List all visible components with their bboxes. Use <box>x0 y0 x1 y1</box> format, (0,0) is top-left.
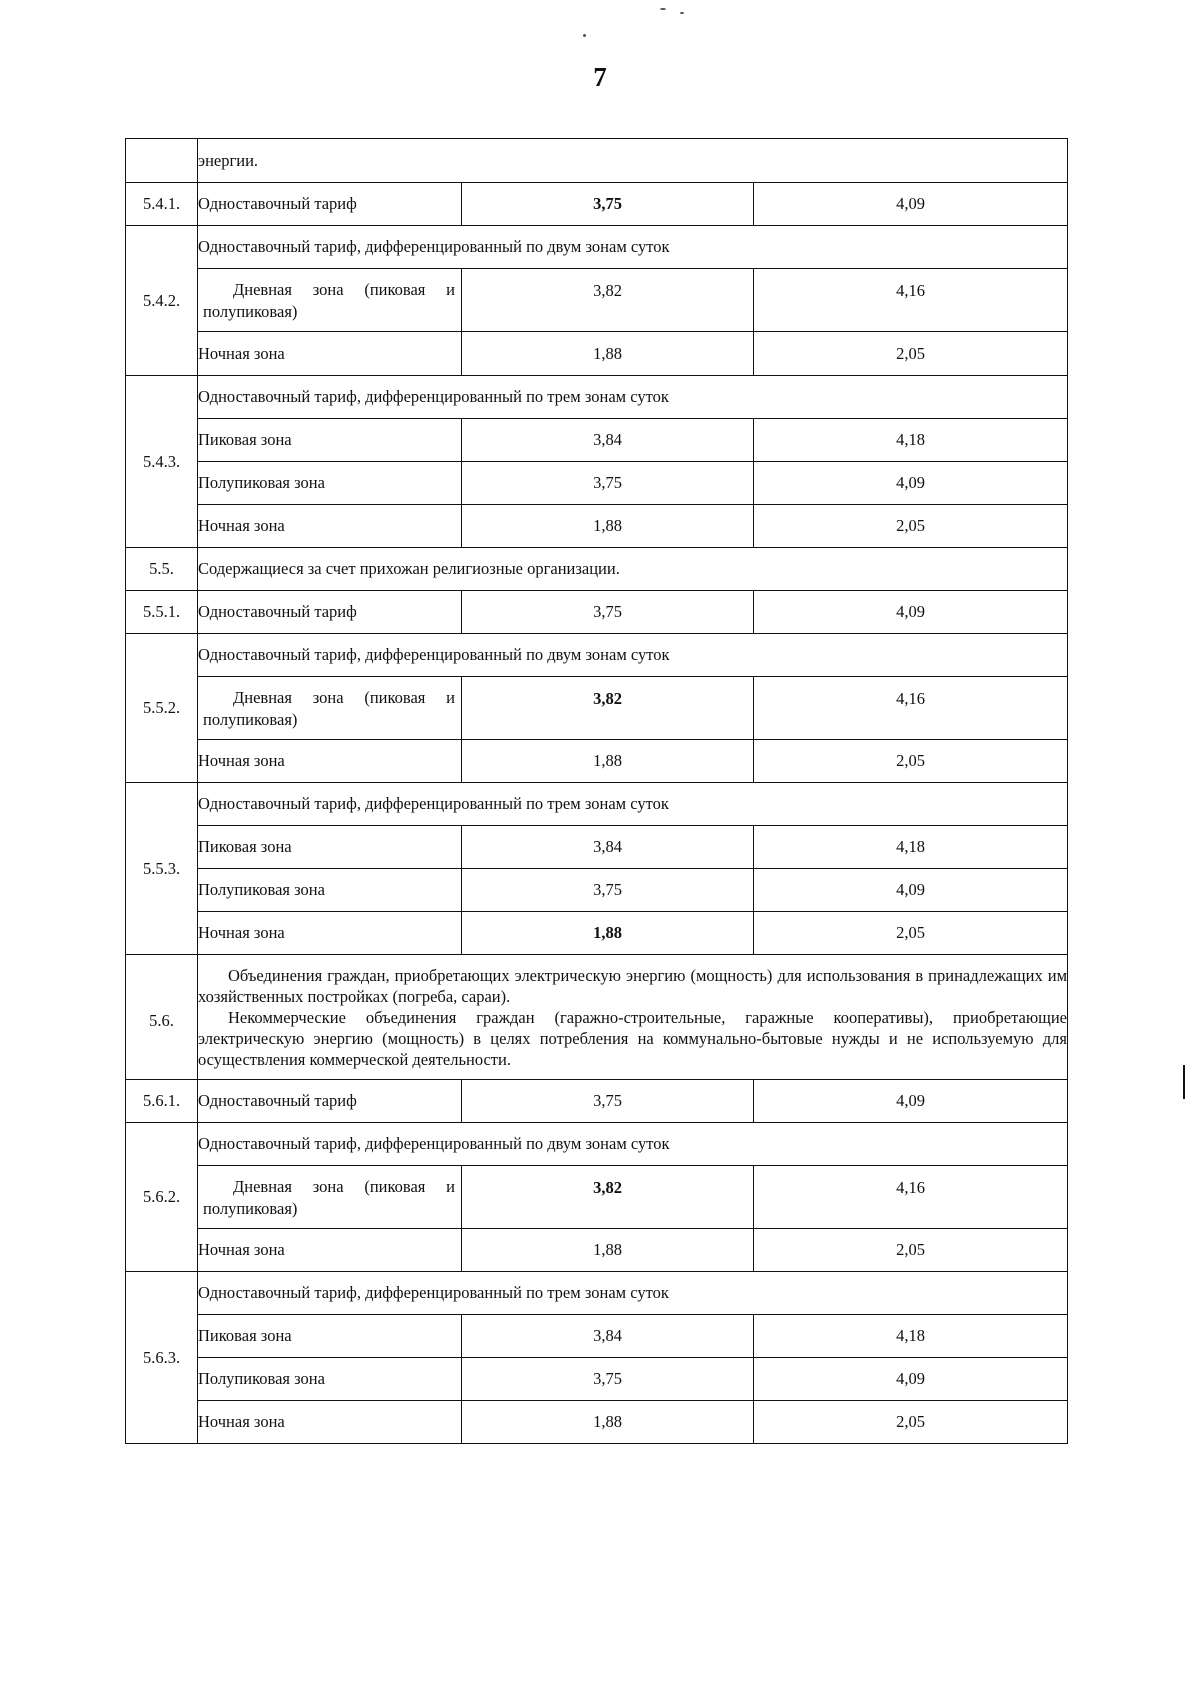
value-cell: 4,09 <box>754 869 1068 912</box>
row-code: 5.5. <box>126 548 198 591</box>
row-label: Дневная зона (пиковая и полупиковая) <box>198 269 462 332</box>
table-row <box>126 740 1068 783</box>
table-row <box>126 955 1068 1080</box>
row-label: Ночная зона <box>198 1401 462 1444</box>
table-row <box>126 1229 1068 1272</box>
row-code: 5.4.2. <box>126 226 198 376</box>
value-cell: 3,75 <box>462 869 754 912</box>
table-row <box>126 1080 1068 1123</box>
scan-speck <box>680 12 684 14</box>
row-code: 5.6. <box>126 955 198 1080</box>
value-cell: 1,88 <box>462 1229 754 1272</box>
value-cell: 2,05 <box>754 1401 1068 1444</box>
row-code: 5.6.3. <box>126 1272 198 1444</box>
value-cell: 1,88 <box>462 912 754 955</box>
scan-speck <box>583 34 586 37</box>
tariff-table <box>125 138 1068 1444</box>
value-cell: 1,88 <box>462 1401 754 1444</box>
row-text: Одноставочный тариф, дифференцированный по двум зонам суток <box>198 1123 1068 1166</box>
table-row <box>126 505 1068 548</box>
table-row <box>126 634 1068 677</box>
row-text: энергии. <box>198 139 1068 183</box>
value-cell: 4,16 <box>754 1166 1068 1229</box>
value-cell: 3,84 <box>462 826 754 869</box>
row-description <box>198 955 1068 1080</box>
row-code: 5.6.1. <box>126 1080 198 1123</box>
value-cell: 4,09 <box>754 1080 1068 1123</box>
row-label: Ночная зона <box>198 1229 462 1272</box>
value-cell: 2,05 <box>754 912 1068 955</box>
row-label: Полупиковая зона <box>198 462 462 505</box>
value-cell: 4,16 <box>754 677 1068 740</box>
row-label: Одноставочный тариф <box>198 1080 462 1123</box>
row-label: Полупиковая зона <box>198 1358 462 1401</box>
table-row <box>126 332 1068 376</box>
table-row <box>126 783 1068 826</box>
row-text: Содержащиеся за счет прихожан религиозные организации. <box>198 548 1068 591</box>
value-cell: 1,88 <box>462 505 754 548</box>
row-text: Одноставочный тариф, дифференцированный по трем зонам суток <box>198 1272 1068 1315</box>
value-cell: 1,88 <box>462 332 754 376</box>
table-row <box>126 1401 1068 1444</box>
row-label: Ночная зона <box>198 740 462 783</box>
table-row <box>126 1272 1068 1315</box>
value-cell: 3,84 <box>462 419 754 462</box>
row-label: Дневная зона (пиковая и полупиковая) <box>198 677 462 740</box>
table-row <box>126 869 1068 912</box>
page-number: 7 <box>593 62 607 92</box>
row-label: Полупиковая зона <box>198 869 462 912</box>
value-cell: 1,88 <box>462 740 754 783</box>
table-row <box>126 912 1068 955</box>
table-row <box>126 1166 1068 1229</box>
row-code: 5.5.3. <box>126 783 198 955</box>
table-row <box>126 269 1068 332</box>
row-label: Пиковая зона <box>198 419 462 462</box>
row-label: Пиковая зона <box>198 826 462 869</box>
value-cell: 3,82 <box>462 269 754 332</box>
row-label: Пиковая зона <box>198 1315 462 1358</box>
row-code: 5.4.1. <box>126 183 198 226</box>
row-text: Одноставочный тариф, дифференцированный по трем зонам суток <box>198 783 1068 826</box>
row-label: Дневная зона (пиковая и полупиковая) <box>198 1166 462 1229</box>
row-text: Одноставочный тариф, дифференцированный по двум зонам суток <box>198 634 1068 677</box>
table-row <box>126 677 1068 740</box>
value-cell: 2,05 <box>754 505 1068 548</box>
table-row <box>126 226 1068 269</box>
value-cell: 3,75 <box>462 1358 754 1401</box>
value-cell: 4,09 <box>754 1358 1068 1401</box>
description-paragraph: Некоммерческие объединения граждан (гаражно-строительные, гаражные кооперативы), приобретающие электрическую энергию (мощность) в целях потребления на коммунально-бытовые нужды и не используемую для осуществления коммерческой деятельности. <box>198 1007 1068 1069</box>
value-cell: 4,18 <box>754 826 1068 869</box>
scan-speck <box>660 8 666 10</box>
table-row <box>126 1123 1068 1166</box>
row-label: Ночная зона <box>198 912 462 955</box>
value-cell: 3,84 <box>462 1315 754 1358</box>
table-row <box>126 139 1068 183</box>
row-code: 5.4.3. <box>126 376 198 548</box>
table-row <box>126 1358 1068 1401</box>
table-row <box>126 376 1068 419</box>
row-text: Одноставочный тариф, дифференцированный по двум зонам суток <box>198 226 1068 269</box>
value-cell: 4,09 <box>754 462 1068 505</box>
value-cell: 3,82 <box>462 1166 754 1229</box>
value-cell: 4,16 <box>754 269 1068 332</box>
value-cell: 2,05 <box>754 740 1068 783</box>
value-cell: 2,05 <box>754 1229 1068 1272</box>
value-cell: 3,75 <box>462 591 754 634</box>
description-paragraph: Объединения граждан, приобретающих электрическую энергию (мощность) для использования в принадлежащих им хозяйственных постройках (погреба, сараи). <box>198 965 1068 1006</box>
row-label: Ночная зона <box>198 505 462 548</box>
table-row <box>126 183 1068 226</box>
row-code: 5.5.2. <box>126 634 198 783</box>
value-cell: 4,09 <box>754 591 1068 634</box>
row-code <box>126 139 198 183</box>
row-label: Ночная зона <box>198 332 462 376</box>
table-row <box>126 419 1068 462</box>
table-row <box>126 826 1068 869</box>
table-row <box>126 462 1068 505</box>
row-label: Одноставочный тариф <box>198 183 462 226</box>
value-cell: 4,18 <box>754 419 1068 462</box>
value-cell: 3,82 <box>462 677 754 740</box>
row-label: Одноставочный тариф <box>198 591 462 634</box>
value-cell: 2,05 <box>754 332 1068 376</box>
value-cell: 3,75 <box>462 183 754 226</box>
value-cell: 4,09 <box>754 183 1068 226</box>
table-row <box>126 1315 1068 1358</box>
value-cell: 3,75 <box>462 462 754 505</box>
scan-edge-mark <box>1183 1065 1185 1099</box>
row-text: Одноставочный тариф, дифференцированный по трем зонам суток <box>198 376 1068 419</box>
value-cell: 4,18 <box>754 1315 1068 1358</box>
value-cell: 3,75 <box>462 1080 754 1123</box>
row-code: 5.6.2. <box>126 1123 198 1272</box>
table-row <box>126 591 1068 634</box>
row-code: 5.5.1. <box>126 591 198 634</box>
table-row <box>126 548 1068 591</box>
